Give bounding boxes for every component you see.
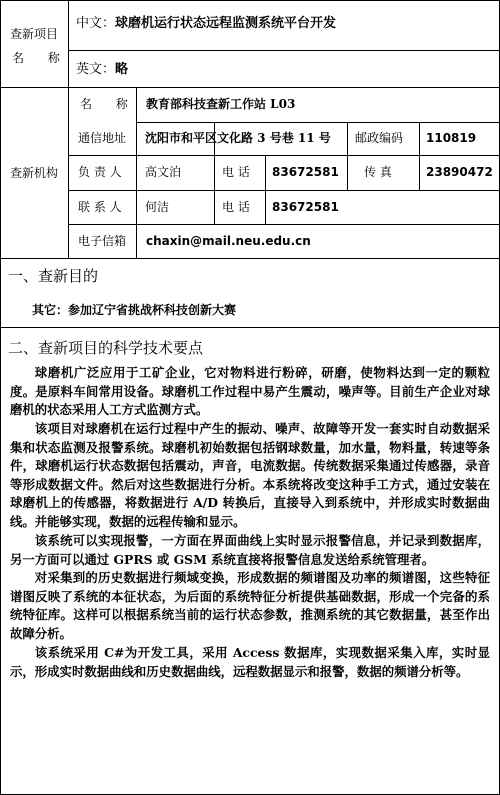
name-label: 名 称 <box>80 97 138 111</box>
english-label: 英文： <box>76 62 116 77</box>
divider <box>68 224 499 225</box>
divider <box>136 122 499 123</box>
divider <box>68 0 69 258</box>
email-label: 电子信箱 <box>78 234 127 248</box>
purpose-heading: 一、查新目的 <box>8 267 99 285</box>
name-value: 教育部科技查新工作站 L03 <box>146 97 296 111</box>
divider <box>136 87 137 258</box>
institution-section-label: 查新机构 <box>10 166 59 180</box>
contact-label: 联 系 人 <box>78 200 122 214</box>
essentials-paragraph: 该系统可以实现报警，一方面在界面曲线上实时显示报警信息，并记录到数据库，另一方面可以通过 GPRS 或 GSM 系统直接将报警信息发送给系统管理者。 <box>10 533 490 567</box>
postcode-label: 邮政编码 <box>355 131 404 145</box>
phone-value: 83672581 <box>272 165 339 179</box>
person-value: 高文泊 <box>145 165 182 179</box>
divider <box>0 87 499 88</box>
essentials-heading: 二、查新项目的科学技术要点 <box>8 339 204 357</box>
address-label: 通信地址 <box>78 131 127 145</box>
postcode-value: 110819 <box>426 131 477 145</box>
essentials-paragraph: 该项目对球磨机在运行过程中产生的振动、噪声、故障等开发一套实时自动数据采集和状态监测及报警系统。球磨机初始数据包括钢球数量，加水量，物料量，转速等条件，球磨机运行状态数据包括震动，声音，电流数据。传统数据采集通过传感器，录音等形成数据文件。然后对这些数据进行分析。本系统将改变这种手工方式，通过安装在球磨机上的传感器，将数据进行 A/D 转换后，直接导入到系统中，并形成实时数据曲线。并能够实现，数据的远程传输和显示。 <box>10 421 490 529</box>
fax-value: 23890472 <box>426 165 493 179</box>
divider <box>419 122 420 190</box>
phone-label: 电 话 <box>222 165 250 179</box>
project-label: 查新项目 <box>10 27 59 41</box>
essentials-paragraph: 球磨机广泛应用于工矿企业，它对物料进行粉碎，研磨，使物料达到一定的颗粒度。是原料车间常用设备。球磨机工作过程中易产生震动，噪声等。目前生产企业对球磨机的状态采用人工方式监测方式。 <box>10 365 490 418</box>
divider <box>265 155 266 224</box>
chinese-title: 球磨机运行状态远程监测系统平台开发 <box>115 16 337 31</box>
project-label-name: 名 称 <box>12 51 70 65</box>
phone2-label: 电 话 <box>222 200 250 214</box>
english-title: 略 <box>115 62 129 77</box>
address-value: 沈阳市和平区文化路 3 号巷 11 号 <box>145 131 331 145</box>
phone2-value: 83672581 <box>272 200 339 214</box>
divider <box>347 122 348 190</box>
person-label: 负 责 人 <box>78 165 122 179</box>
essentials-paragraph: 对采集到的历史数据进行频域变换，形成数据的频谱图及功率的频谱图，这些特征谱图反映了系统的本征状态，为后面的系统特征分析提供基础数据，形成一个完备的系统特征库。这样可以根据系统当前的运行状态参数，推测系统的其它数据量，甚至作出故障分析。 <box>10 570 490 641</box>
divider <box>68 190 499 191</box>
divider <box>68 155 499 156</box>
email-value: chaxin@mail.neu.edu.cn <box>146 234 311 248</box>
contact-value: 何洁 <box>145 200 170 214</box>
divider <box>68 50 499 51</box>
essentials-paragraph: 该系统采用 C#为开发工具，采用 Access 数据库，实现数据采集入库，实时显示，形成实时数据曲线和历史数据曲线，远程数据显示和报警，数据的频谱分析等。 <box>10 645 490 679</box>
fax-label: 传 真 <box>364 165 392 179</box>
divider <box>0 258 499 259</box>
chinese-label: 中文： <box>76 16 116 31</box>
purpose-text: 其它：参加辽宁省挑战杯科技创新大赛 <box>32 303 237 317</box>
divider <box>0 327 499 328</box>
